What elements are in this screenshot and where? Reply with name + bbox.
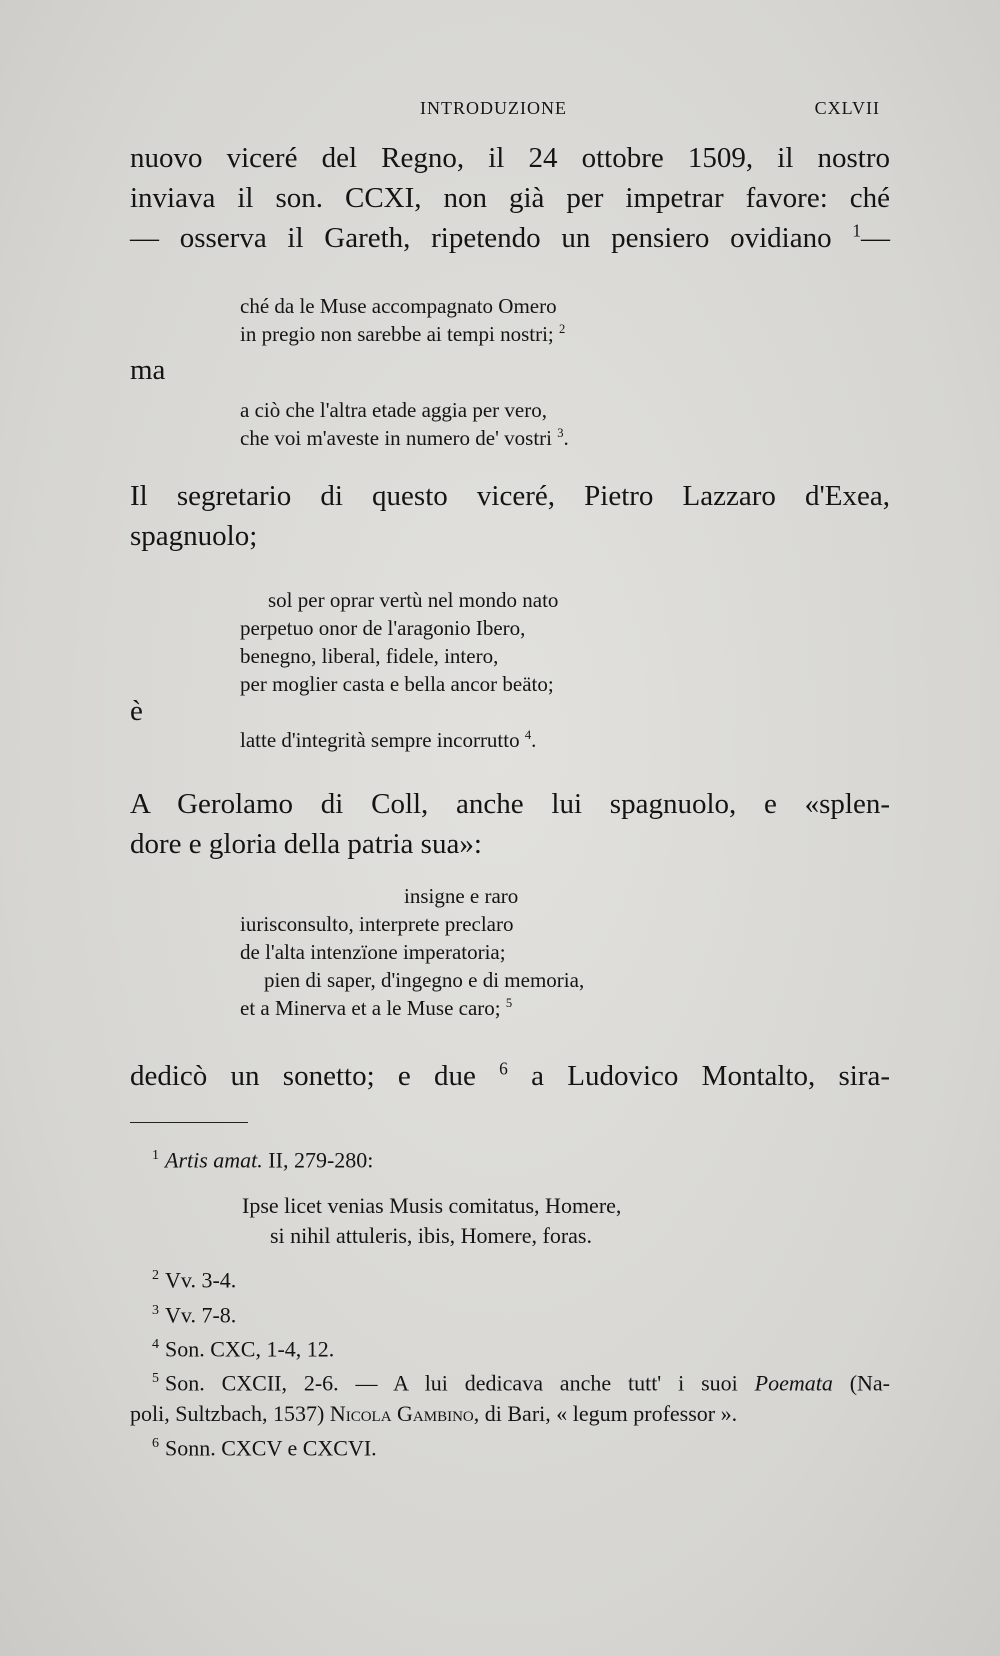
text-line: spagnuolo;: [130, 520, 258, 552]
text-line: A Gerolamo di Coll, anche lui spagnuolo, e «splen-: [130, 788, 890, 820]
text-line: dore e gloria della patria sua»:: [130, 828, 482, 860]
verse-line: et a Minerva et a le Muse caro; $^5$: [240, 996, 513, 1020]
verse-block-3: [130, 586, 890, 698]
footnote-ref: 2: [559, 322, 566, 336]
verse-line: in pregio non sarebbe ai tempi nostri; $^2$: [240, 322, 566, 346]
footnote-ref: 4: [524, 728, 532, 742]
footnote-5: $^5$ Son. CXCII, 2-6. — A lui dedicava anche tutt' i suoi Poemata (Na-: [152, 1370, 891, 1396]
verse-line: perpetuo onor de l'aragonio Ibero,: [240, 616, 526, 640]
verse-block-1: [130, 292, 890, 348]
footnote-6: $^6$ Sonn. CXCV e CXCVI.: [152, 1434, 377, 1460]
paragraph-1: [130, 138, 890, 258]
paragraph-3: [130, 784, 890, 864]
paragraph-2: [130, 476, 890, 556]
footnote-4: $^4$ Son. CXC, 1-4, 12.: [152, 1336, 335, 1362]
paragraph-4: [130, 1056, 890, 1096]
main-text: [130, 138, 890, 1463]
text-line: inviava il son. CCXI, non già per impetrar favore: ché: [130, 182, 890, 214]
verse-line: ché da le Muse accompagnato Omero: [240, 294, 557, 318]
verse-line: per moglier casta e bella ancor beäto;: [240, 672, 554, 696]
footnote-1: $^1$ Artis amat. II, 279-280:: [152, 1147, 374, 1173]
verse-line: a ciò che l'altra etade aggia per vero,: [240, 398, 547, 422]
verse-line: pien di saper, d'ingegno e di memoria,: [264, 968, 585, 992]
footnote-ref: 1: [852, 220, 862, 241]
verse-block-2: [130, 396, 890, 452]
connective-e: è: [130, 695, 143, 727]
quote-line: Ipse licet venias Musis comitatus, Homere,: [242, 1193, 622, 1219]
text-line: dedicò un sonetto; e due $^6$ a Ludovico Montalto, sira-: [130, 1058, 891, 1092]
footnote-ref: 5: [505, 996, 513, 1010]
verse-line: benegno, liberal, fidele, intero,: [240, 644, 499, 668]
footnote-ref: 6: [499, 1058, 508, 1079]
verse-line: latte d'integrità sempre incorrutto $^4$.: [240, 728, 537, 752]
page-number: CXLVII: [814, 98, 880, 118]
verse-block-5: [130, 882, 890, 1022]
footnote-ref: 3: [557, 426, 564, 440]
footnote-3: $^3$ Vv. 7-8.: [152, 1301, 237, 1327]
footnote-1-quote: [130, 1191, 890, 1251]
connective-ma: ma: [130, 354, 166, 386]
verse-block-4: [130, 726, 890, 754]
verse-line: iurisconsulto, interprete preclaro: [240, 912, 514, 936]
footnote-5-cont: poli, Sultzbach, 1537) Nicola Gambino, di Bari, « legum professor ».: [130, 1400, 738, 1426]
footnote-2: $^2$ Vv. 3-4.: [152, 1267, 237, 1293]
verse-line: de l'alta intenzïone imperatoria;: [240, 940, 506, 964]
text-line: Il segretario di questo viceré, Pietro Lazzaro d'Exea,: [130, 480, 890, 512]
header-title: INTRODUZIONE: [420, 98, 567, 118]
verse-line: insigne e raro: [404, 884, 519, 908]
verse-line: sol per oprar vertù nel mondo nato: [268, 588, 559, 612]
text-line: nuovo viceré del Regno, il 24 ottobre 1509, il nostro: [130, 142, 890, 174]
verse-line: che voi m'aveste in numero de' vostri $^3$.: [240, 426, 569, 450]
footnote-rule: [130, 1122, 248, 1123]
footnotes: [130, 1141, 890, 1463]
running-header: [130, 98, 890, 124]
quote-line: si nihil attuleris, ibis, Homere, foras.: [270, 1223, 592, 1249]
text-line: — osserva il Gareth, ripetendo un pensiero ovidiano $^1$—: [130, 220, 891, 254]
